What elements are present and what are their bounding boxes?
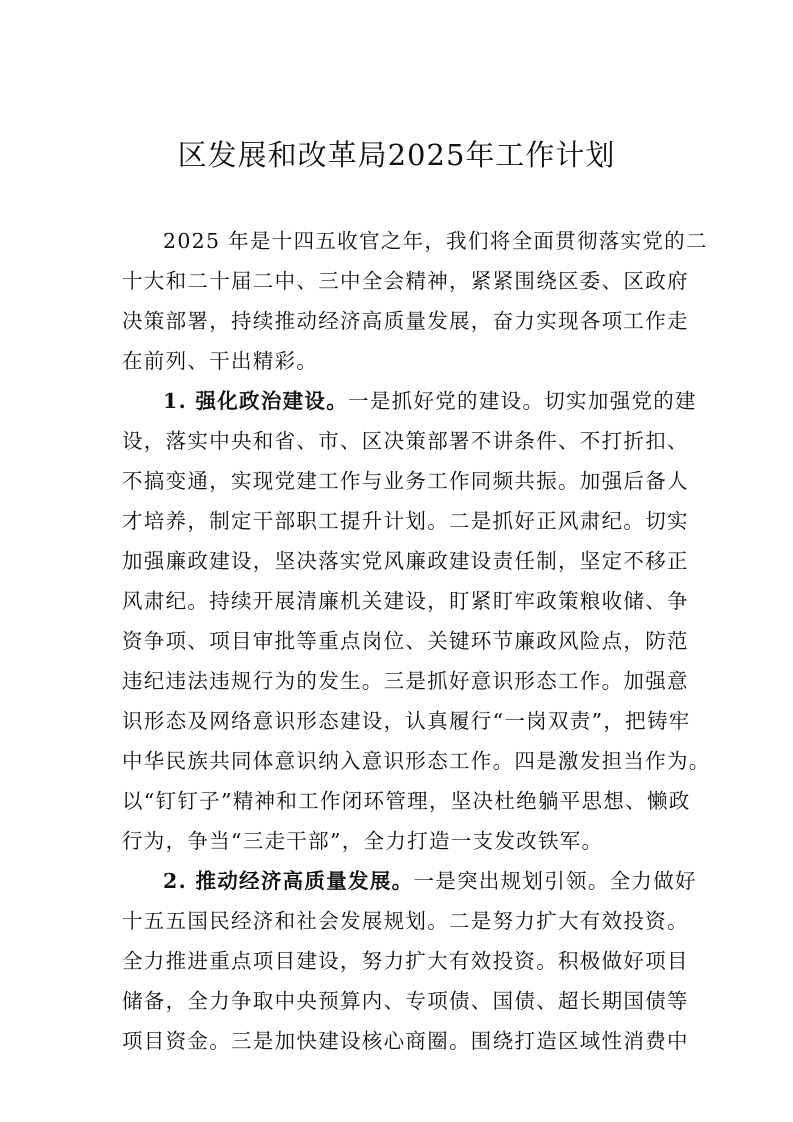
section2-heading: 2. 推动经济高质量发展。	[163, 869, 414, 893]
section1-line: 行为，争当“三走干部”，全力打造一支发改铁军。	[122, 829, 604, 853]
section1-first-line-text: 一是抓好党的建设。切实加强党的建	[348, 389, 697, 413]
section1-heading: 1. 强化政治建设。	[163, 389, 349, 413]
section1-line: 识形态及网络意识形态建设，认真履行“一岗双责”，把铸牢	[122, 709, 691, 733]
section1-line: 加强廉政建设，坚决落实党风廉政建设责任制，坚定不移正	[122, 549, 689, 573]
intro-line: 2025 年是十四五收官之年，我们将全面贯彻落实党的二	[163, 229, 708, 253]
section1-first-line	[122, 381, 697, 421]
document-title: 区发展和改革局2025年工作计划	[177, 138, 616, 172]
intro-line: 十大和二十届二中、三中全会精神，紧紧围绕区委、区政府	[122, 269, 689, 293]
section2-line: 储备，全力争取中央预算内、专项债、国债、超长期国债等	[122, 989, 689, 1013]
section1-line: 违纪违法违规行为的发生。三是抓好意识形态工作。加强意	[122, 669, 689, 693]
section2-first-line	[122, 861, 697, 901]
section1-line: 风肃纪。持续开展清廉机关建设，盯紧盯牢政策粮收储、争	[122, 589, 689, 613]
section1-line: 以“钉钉子”精神和工作闭环管理，坚决杜绝躺平思想、懒政	[122, 789, 691, 813]
section2-line: 十五五国民经济和社会发展规划。二是努力扩大有效投资。	[122, 909, 689, 933]
section2-first-line-text: 一是突出规划引领。全力做好	[413, 869, 697, 893]
section1-line: 中华民族共同体意识纳入意识形态工作。四是激发担当作为。	[122, 749, 711, 773]
section1-line: 不搞变通，实现党建工作与业务工作同频共振。加强后备人	[122, 469, 689, 493]
section1-line: 才培养，制定干部职工提升计划。二是抓好正风肃纪。切实	[122, 509, 689, 533]
intro-line: 在前列、干出精彩。	[122, 349, 319, 373]
section1-line: 设，落实中央和省、市、区决策部署不讲条件、不打折扣、	[122, 429, 689, 453]
document-body	[122, 221, 711, 1061]
section1-line: 资争项、项目审批等重点岗位、关键环节廉政风险点，防范	[122, 629, 689, 653]
section2-line: 全力推进重点项目建设，努力扩大有效投资。积极做好项目	[122, 949, 689, 973]
section2-line: 项目资金。三是加快建设核心商圈。围绕打造区域性消费中	[122, 1029, 689, 1053]
intro-line: 决策部署，持续推动经济高质量发展，奋力实现各项工作走	[122, 309, 689, 333]
